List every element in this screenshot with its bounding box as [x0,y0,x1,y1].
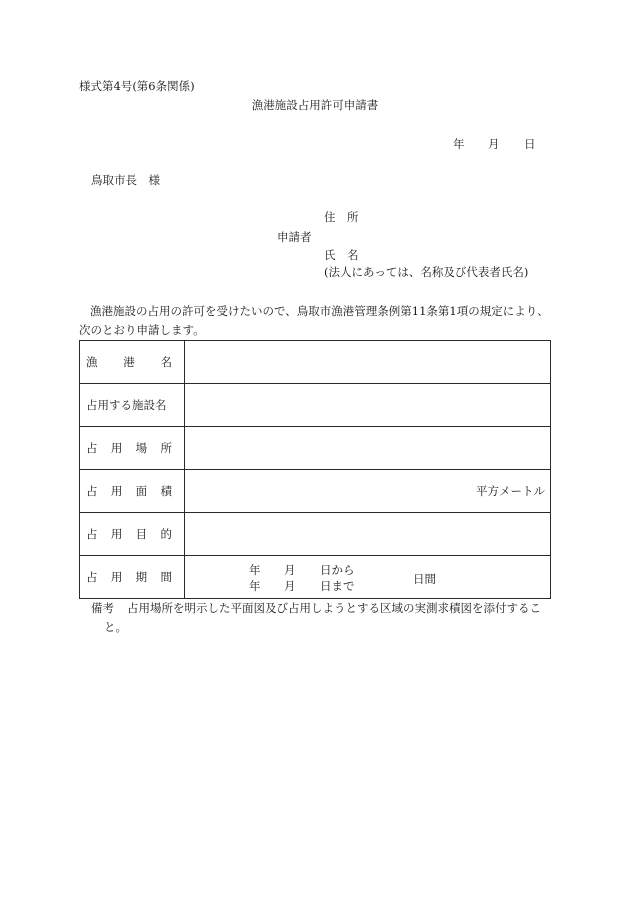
label-text: 占用する施設名 [86,398,167,412]
label-char: 用 [110,527,123,541]
note-text-continuation: と。 [104,620,127,634]
label-char: 面 [135,484,148,498]
period-to-month: 月 [284,579,296,593]
label-char: 占 [86,570,98,584]
occupancy-location-field[interactable] [185,427,551,470]
table-row-area [80,470,551,513]
address-label: 住 所 [324,210,359,224]
facility-name-field[interactable] [185,384,551,427]
label-char: 間 [160,570,172,584]
area-unit-label: 平方メートル [476,484,545,498]
table-row-facility [80,384,551,427]
label-char: 名 [160,355,172,369]
corporation-note: (法人にあっては、名称及び代表者氏名) [324,265,529,279]
period-from-year: 年 [249,563,261,577]
date-day-label: 日 [524,137,536,151]
table-row-period [80,556,551,599]
applicant-label: 申請者 [277,230,312,244]
label-char: 占 [86,484,98,498]
form-number: 様式第4号(第6条関係) [79,79,195,93]
label-occupancy-location [80,427,185,470]
label-char: 場 [135,441,148,455]
note-label: 備考 [91,601,114,615]
label-char: 用 [110,570,123,584]
label-fishing-port-name [80,341,185,384]
table-row-fishing-port [80,341,551,384]
period-days: 日間 [413,572,436,586]
application-detail-table [79,340,551,599]
label-char: 占 [86,441,98,455]
period-grid [185,556,550,598]
label-char: 目 [135,527,148,541]
occupancy-area-field[interactable] [185,470,551,513]
label-char: 期 [135,570,148,584]
label-char: 漁 [86,355,98,369]
label-facility-name [80,384,185,427]
period-from-month: 月 [284,563,296,577]
note-text: 占用場所を明示した平面図及び占用しようとする区域の実測求積図を添付するこ [127,601,541,615]
label-char: 港 [123,355,135,369]
label-char: 的 [160,527,172,541]
label-char: 用 [110,484,123,498]
label-char: 所 [160,441,172,455]
document-title: 漁港施設占用許可申請書 [251,98,379,112]
table-row-location [80,427,551,470]
date-year-label: 年 [453,137,465,151]
label-char: 用 [110,441,123,455]
period-from-day: 日から [320,563,355,577]
label-char: 積 [160,484,172,498]
occupancy-purpose-field[interactable] [185,513,551,556]
label-occupancy-purpose [80,513,185,556]
addressee: 鳥取市長 様 [91,173,160,187]
name-label: 氏 名 [324,248,359,262]
period-to-year: 年 [249,579,261,593]
table-row-purpose [80,513,551,556]
period-to-day: 日まで [320,579,355,593]
date-month-label: 月 [488,137,500,151]
occupancy-period-field[interactable] [185,556,551,599]
label-char: 占 [86,527,98,541]
label-occupancy-period [80,556,185,599]
label-occupancy-area [80,470,185,513]
fishing-port-name-field[interactable] [185,341,551,384]
application-statement: 漁港施設の占用の許可を受けたいので、鳥取市漁港管理条例第11条第1項の規定により、次のとおり申請します。 [79,304,549,337]
